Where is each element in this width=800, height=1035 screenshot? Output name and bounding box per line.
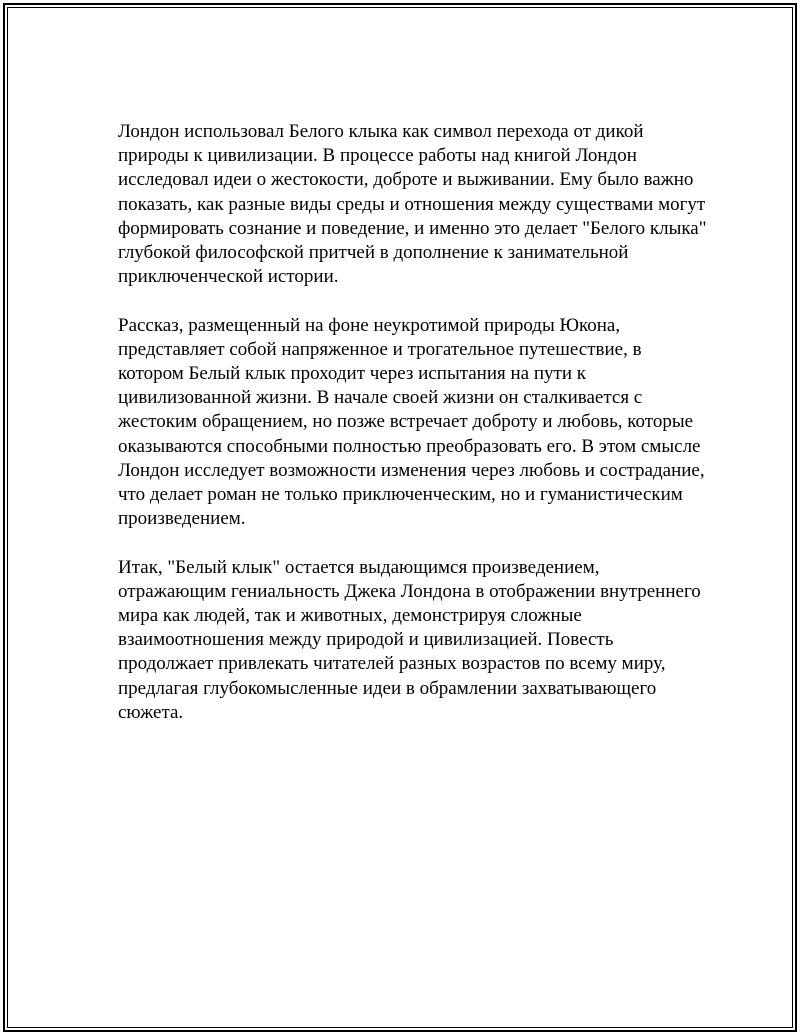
paragraph-2: Рассказ, размещенный на фоне неукротимой природы Юкона, представляет собой напряженное и трогательное путешествие, в котором Белый клык проходит через испытания на пути к цивилизованной жизни. В начале своей жизни он сталкивается с жестоким обращением, но позже встречает доброту и любовь, которые оказываются способными полностью преобразовать его. В этом смысле Лондон исследует возможности изменения через любовь и сострадание, что делает роман не только приключенческим, но и гуманистическим произведением. — [118, 314, 705, 530]
paragraph-1: Лондон использовал Белого клыка как символ перехода от дикой природы к цивилизации. В процессе работы над книгой Лондон исследовал идеи о жестокости, доброте и выживании. Ему было важно показать, как разные виды среды и отношения между существами могут формировать сознание и поведение, и именно это делает "Белого клыка" глубокой философской притчей в дополнение к занимательной приключенческой истории. — [118, 121, 707, 288]
document-body — [118, 120, 708, 749]
paragraph-3: Итак, "Белый клык" остается выдающимся произведением, отражающим гениальность Джека Лондона в отображении внутреннего мира как людей, так и животных, демонстрируя сложные взаимоотношения между природой и цивилизацией. Повесть продолжает привлекать читателей разных возрастов по всему миру, предлагая глубокомысленные идеи в обрамлении захватывающего сюжета. — [118, 556, 701, 723]
page-border — [3, 3, 797, 1032]
